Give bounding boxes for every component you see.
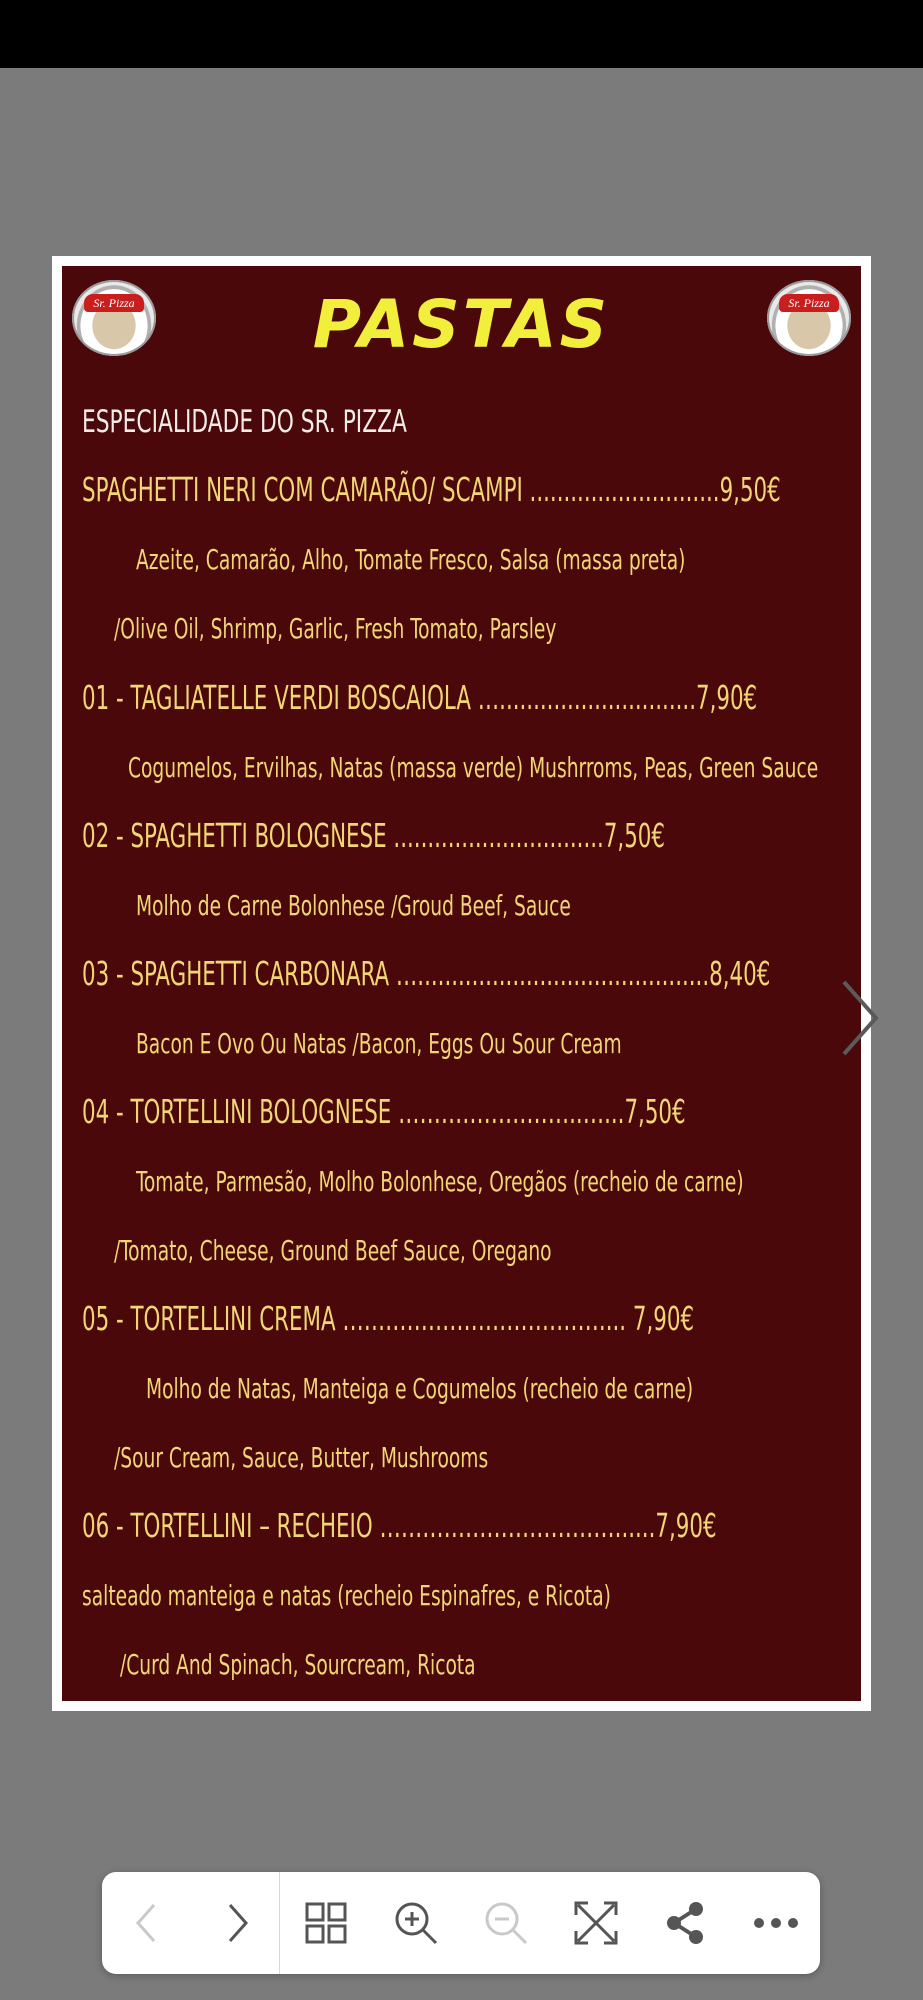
grid-icon <box>305 1902 347 1944</box>
status-bar <box>0 0 923 68</box>
chevron-right-icon <box>222 1903 252 1943</box>
menu-image <box>52 256 871 1711</box>
menu-item-desc: Cogumelos, Ervilhas, Natas (massa verde) Mushrroms, Peas, Green Sauce <box>128 751 819 784</box>
section-heading: ESPECIALIDADE DO SR. PIZZA <box>82 404 407 440</box>
menu-item-name: 03 - SPAGHETTI CARBONARA …...........................................8,40€ <box>82 954 771 993</box>
menu-item-desc: Molho de Natas, Manteiga e Cogumelos (recheio de carne) <box>146 1372 694 1405</box>
fullscreen-icon <box>574 1901 618 1945</box>
logo-ribbon: Sr. Pizza <box>779 294 839 312</box>
share-button[interactable] <box>661 1898 711 1948</box>
menu-item-name: 01 - TAGLIATELLE VERDI BOSCAIOLA ….............................7,90€ <box>82 678 758 717</box>
zoom-out-button[interactable] <box>481 1898 531 1948</box>
menu-item-name: 04 - TORTELLINI BOLOGNESE ……………………..…...7,50€ <box>82 1092 686 1131</box>
menu-item-desc: /Olive Oil, Shrimp, Garlic, Fresh Tomato, Parsley <box>114 612 557 645</box>
menu-item-name: 02 - SPAGHETTI BOLOGNESE ...............................7,50€ <box>82 816 665 855</box>
next-image-arrow[interactable] <box>838 978 882 1058</box>
menu-item-name: 05 - TORTELLINI CREMA ……………………………….... 7,90€ <box>82 1299 695 1338</box>
zoom-out-icon <box>483 1900 529 1946</box>
logo-ribbon: Sr. Pizza <box>84 294 144 312</box>
chevron-left-icon <box>132 1903 162 1943</box>
menu-item-desc: salteado manteiga e natas (recheio Espinafres, e Ricota) <box>82 1579 611 1612</box>
next-button[interactable] <box>212 1898 262 1948</box>
menu-item-name: SPAGHETTI NERI COM CAMARÃO/ SCAMPI ............................9,50€ <box>82 470 781 509</box>
zoom-in-button[interactable] <box>391 1898 441 1948</box>
chevron-right-icon <box>838 978 882 1058</box>
more-icon <box>753 1917 799 1929</box>
menu-item-desc: /Curd And Spinach, Sourcream, Ricota <box>120 1648 476 1681</box>
grid-view-button[interactable] <box>301 1898 351 1948</box>
zoom-in-icon <box>393 1900 439 1946</box>
menu-item-desc: Bacon E Ovo Ou Natas /Bacon, Eggs Ou Sour Cream <box>136 1027 622 1060</box>
viewer-toolbar <box>102 1872 820 1974</box>
menu-item-name: 06 - TORTELLINI – RECHEIO ……………………………......7,90€ <box>82 1506 717 1545</box>
menu-item-desc: /Sour Cream, Sauce, Butter, Mushrooms <box>114 1441 489 1474</box>
fullscreen-button[interactable] <box>571 1898 621 1948</box>
more-button[interactable] <box>751 1898 801 1948</box>
menu-item-desc: /Tomato, Cheese, Ground Beef Sauce, Oregano <box>114 1234 552 1267</box>
menu-item-desc: Molho de Carne Bolonhese /Groud Beef, Sauce <box>136 889 571 922</box>
menu-item-desc: Azeite, Camarão, Alho, Tomate Fresco, Salsa (massa preta) <box>136 543 686 576</box>
toolbar-divider <box>279 1872 280 1974</box>
previous-button[interactable] <box>122 1898 172 1948</box>
menu-item-desc: Tomate, Parmesão, Molho Bolonhese, Oregãos (recheio de carne) <box>136 1165 744 1198</box>
menu-board <box>62 266 861 1701</box>
menu-title: PASTAS <box>312 286 611 363</box>
share-icon <box>664 1901 708 1945</box>
